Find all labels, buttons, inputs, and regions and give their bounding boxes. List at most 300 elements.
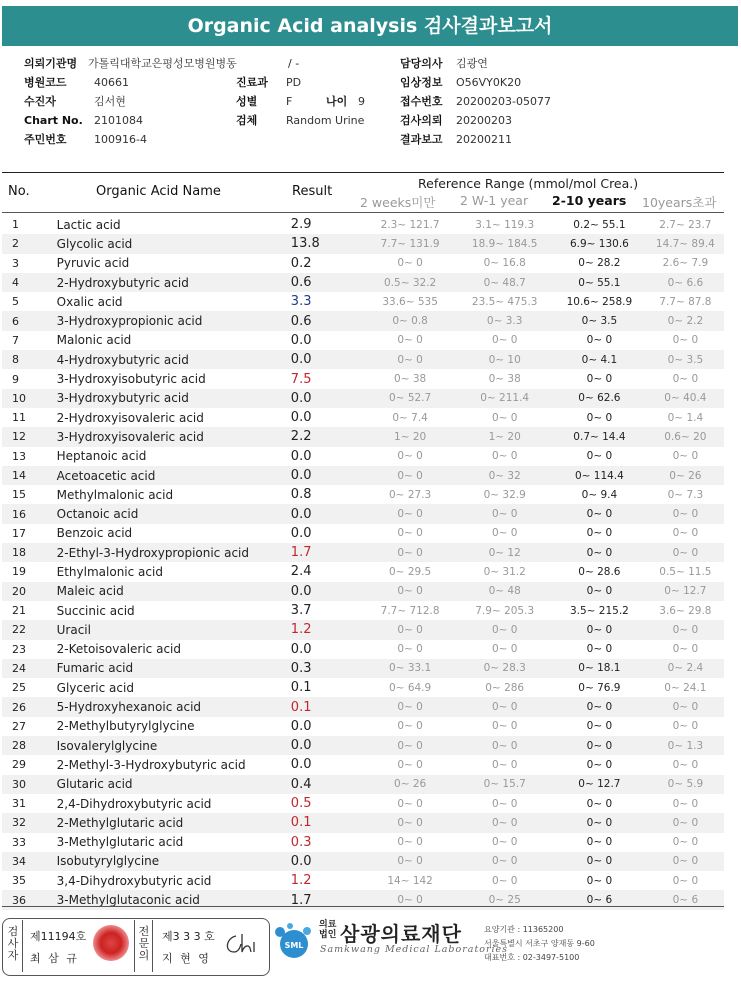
result-value: 0.1 — [290, 680, 312, 696]
ref-range-over-10y: 0~ 40.4 — [647, 389, 724, 408]
ref-range-2-10y: 0~ 0 — [552, 620, 647, 639]
ref-range-2w-1y: 0~ 0 — [457, 620, 552, 639]
ref-header-age2: 2 W-1 year — [460, 193, 529, 208]
row-number: 35 — [12, 874, 26, 888]
ref-range-under-2-weeks: 0~ 0 — [397, 836, 423, 849]
organic-acid-name: Ethylmalonic acid — [56, 564, 163, 579]
info-label: 접수번호 — [400, 95, 443, 108]
table-row — [2, 852, 724, 871]
info-specimen — [236, 111, 364, 130]
address: 서울특별시 서초구 양재동 9-60 — [484, 939, 595, 948]
info-label: 검사의뢰 — [400, 114, 443, 127]
sml-logo-icon — [272, 920, 316, 966]
ref-range-2-10y: 0.2~ 55.1 — [573, 218, 626, 231]
sml-logo-text: SML — [284, 941, 304, 950]
result-value: 0.3 — [290, 834, 312, 850]
ref-range-2w-1y: 0~ 0 — [457, 697, 552, 716]
organic-acid-name: 2-Ketoisovaleric acid — [56, 642, 181, 657]
row-number: 25 — [12, 681, 26, 695]
row-number: 24 — [2, 659, 57, 678]
ref-range-2-10y: 0~ 0 — [586, 527, 613, 540]
ref-range-2w-1y: 0~ 0 — [457, 736, 552, 755]
ref-range-2w-1y: 0~ 48 — [457, 582, 552, 601]
ref-range-under-2-weeks: 0~ 52.7 — [363, 389, 457, 408]
ref-range-2w-1y: 0~ 38 — [488, 373, 521, 386]
table-row — [2, 369, 724, 388]
ref-range-under-2-weeks: 2.3~ 121.7 — [380, 218, 440, 231]
ref-range-2w-1y: 0~ 0 — [491, 450, 518, 463]
ref-range-over-10y: 0~ 0 — [647, 852, 724, 871]
organic-acid-name: Acetoacetic acid — [57, 466, 291, 485]
ref-range-2w-1y: 0~ 15.7 — [457, 775, 552, 794]
age-value: 9 — [358, 95, 365, 108]
table-row — [2, 659, 724, 678]
phone: 대표번호 : 02-3497-5100 — [484, 953, 580, 962]
row-number: 8 — [2, 350, 57, 369]
ref-range-2-10y: 0~ 0 — [586, 797, 613, 810]
row-number: 14 — [2, 466, 57, 485]
info-value: 20200211 — [456, 133, 512, 146]
ref-range-under-2-weeks: 0~ 0 — [363, 813, 457, 832]
row-number: 27 — [12, 719, 26, 733]
dept-value: PD — [286, 76, 302, 89]
dept-label: 진료과 — [236, 76, 268, 89]
ref-range-2w-1y: 0~ 10 — [457, 350, 552, 369]
brand-english: Samkwang Medical Laboratories — [320, 944, 509, 955]
ref-range-2-10y: 0~ 0 — [586, 373, 613, 386]
ref-header-age1: 2 weeks미만 — [360, 195, 436, 210]
result-value: 0.8 — [290, 487, 312, 503]
ref-range-2w-1y: 18.9~ 184.5 — [457, 234, 552, 253]
ref-range-2-10y: 0~ 28.2 — [578, 257, 621, 270]
ref-range-over-10y: 2.7~ 23.7 — [659, 218, 712, 231]
result-value: 0.0 — [290, 525, 312, 541]
table-row — [2, 755, 724, 774]
header-bottom-rule — [2, 212, 724, 213]
organic-acid-name: 3-Methylglutaconic acid — [57, 890, 291, 909]
ref-range-2w-1y: 0~ 25 — [457, 890, 552, 909]
info-right — [400, 54, 551, 149]
row-number: 19 — [12, 565, 26, 579]
table-row — [2, 331, 724, 350]
ref-range-2w-1y: 0~ 0 — [457, 504, 552, 523]
ref-range-over-10y: 0.5~ 11.5 — [659, 565, 712, 578]
ref-range-2-10y: 0~ 0 — [586, 334, 613, 347]
specialist-label: 전문의 — [138, 925, 150, 962]
organic-acid-name: Oxalic acid — [56, 294, 123, 309]
table-row — [2, 833, 724, 852]
organic-acid-name: Fumaric acid — [57, 659, 291, 678]
result-value: 2.4 — [290, 564, 312, 580]
ref-range-over-10y: 0~ 0 — [672, 720, 699, 733]
ref-range-2w-1y: 0~ 0 — [491, 797, 518, 810]
table-row — [2, 582, 724, 601]
row-number: 33 — [12, 835, 26, 849]
sex-value: F — [286, 95, 293, 108]
ref-range-under-2-weeks: 0~ 0 — [363, 890, 457, 909]
row-number: 22 — [2, 620, 57, 639]
info-row — [24, 111, 237, 130]
ref-range-2w-1y: 0~ 0 — [457, 852, 552, 871]
info-row — [400, 130, 551, 149]
ref-range-under-2-weeks: 0~ 0.8 — [363, 311, 457, 330]
specialist-license: 제3 3 3 호 — [162, 930, 215, 943]
info-label: 주민번호 — [24, 133, 67, 146]
result-value: 0.1 — [291, 697, 363, 716]
organic-acid-name: 4-Hydroxybutyric acid — [57, 350, 291, 369]
report-title: Organic Acid analysis 검사결과보고서 — [2, 6, 738, 46]
result-value: 0.4 — [291, 775, 363, 794]
ref-range-under-2-weeks: 0~ 0 — [363, 582, 457, 601]
row-number: 10 — [2, 389, 57, 408]
ref-range-under-2-weeks: 0~ 0 — [397, 758, 423, 771]
organic-acid-name: 5-Hydroxyhexanoic acid — [57, 697, 291, 716]
ref-range-2-10y: 0~ 6 — [552, 890, 647, 909]
brand-prefix: 의료법인 — [319, 920, 337, 940]
ref-range-over-10y: 0~ 0 — [672, 373, 699, 386]
ref-range-over-10y: 0~ 0 — [647, 697, 724, 716]
col-header-reference: Reference Range (mmol/mol Crea.) — [418, 176, 639, 191]
organic-acid-name: 3-Hydroxyisovaleric acid — [57, 427, 291, 446]
row-number: 13 — [12, 449, 26, 463]
result-value: 0.2 — [290, 255, 312, 271]
ref-range-2-10y: 0~ 3.5 — [552, 311, 647, 330]
ref-range-over-10y: 0~ 5.9 — [647, 775, 724, 794]
row-number: 4 — [2, 273, 57, 292]
ref-header-age3: 2-10 years — [552, 193, 627, 208]
row-number: 26 — [2, 697, 57, 716]
organic-acid-name: Lactic acid — [56, 217, 121, 232]
result-value: 0.5 — [290, 796, 312, 812]
table-row — [2, 601, 724, 620]
info-label: 의뢰기관명 — [24, 57, 78, 70]
organic-acid-name: Benzoic acid — [56, 526, 133, 541]
info-row — [24, 73, 237, 92]
ref-range-2w-1y: 0~ 0 — [491, 874, 518, 887]
seal-stamp-icon — [93, 925, 129, 961]
ref-header-age4: 10years초과 — [642, 195, 717, 210]
col-header-result: Result — [292, 184, 333, 199]
ref-range-2-10y: 0~ 0 — [552, 813, 647, 832]
ref-range-under-2-weeks: 0~ 0 — [397, 643, 423, 656]
specimen-label: 검체 — [236, 114, 258, 127]
ref-range-over-10y: 2.6~ 7.9 — [662, 257, 709, 270]
row-number: 3 — [12, 256, 19, 270]
ref-range-under-2-weeks: 0~ 7.4 — [392, 411, 428, 424]
row-number: 11 — [12, 411, 26, 425]
ref-range-2w-1y: 0~ 32 — [457, 466, 552, 485]
info-value: 20200203 — [456, 114, 512, 127]
row-number: 1 — [12, 218, 19, 232]
ref-range-under-2-weeks: 0~ 33.1 — [363, 659, 457, 678]
ref-range-2-10y: 0~ 0 — [586, 643, 613, 656]
organic-acid-name: Malonic acid — [56, 333, 132, 348]
ref-range-2-10y: 0~ 0 — [586, 758, 613, 771]
ref-range-2w-1y: 0~ 211.4 — [457, 389, 552, 408]
table-row — [2, 466, 724, 485]
ref-range-under-2-weeks: 0~ 0 — [397, 257, 423, 270]
ref-range-2-10y: 6.9~ 130.6 — [552, 234, 647, 253]
ref-range-2w-1y: 7.9~ 205.3 — [475, 604, 535, 617]
ref-range-2w-1y: 1~ 20 — [457, 427, 552, 446]
organic-acid-name: Pyruvic acid — [56, 256, 130, 271]
divider — [134, 920, 135, 972]
ref-range-2-10y: 0~ 55.1 — [552, 273, 647, 292]
table-bottom-rule — [2, 906, 724, 907]
ref-range-over-10y: 0~ 0 — [647, 620, 724, 639]
row-number: 21 — [12, 604, 26, 618]
row-number: 12 — [2, 427, 57, 446]
result-value: 0.0 — [291, 350, 363, 369]
result-value: 0.6 — [291, 273, 363, 292]
col-header-name: Organic Acid Name — [96, 184, 221, 199]
ref-range-under-2-weeks: 0~ 0 — [397, 797, 423, 810]
ref-range-under-2-weeks: 0~ 0 — [397, 720, 423, 733]
ref-range-over-10y: 0~ 1.4 — [667, 411, 704, 424]
info-label: Chart No. — [24, 114, 83, 127]
ref-range-2w-1y: 0~ 286 — [485, 681, 525, 694]
table-row — [2, 620, 724, 639]
tester-license: 제11194호 — [30, 930, 87, 943]
sex-label: 성별 — [236, 95, 258, 108]
ref-range-over-10y: 0~ 0 — [672, 527, 699, 540]
ref-range-2w-1y: 0~ 0 — [491, 720, 518, 733]
table-row — [2, 717, 724, 736]
ref-range-2w-1y: 0~ 32.9 — [483, 488, 526, 501]
ref-range-over-10y: 0~ 3.5 — [647, 350, 724, 369]
organic-acid-name: 2-Methyl-3-Hydroxybutyric acid — [56, 757, 246, 772]
ref-range-over-10y: 0~ 2.2 — [647, 311, 724, 330]
result-value: 0.0 — [291, 582, 363, 601]
organic-acid-name: Maleic acid — [57, 582, 291, 601]
result-value: 1.2 — [290, 873, 312, 889]
ref-range-under-2-weeks: 0~ 64.9 — [389, 681, 432, 694]
row-number: 9 — [12, 372, 19, 386]
ref-range-over-10y: 0~ 2.4 — [647, 659, 724, 678]
info-row — [400, 92, 551, 111]
row-number: 15 — [12, 488, 26, 502]
result-value: 0.0 — [290, 332, 312, 348]
ref-range-2w-1y: 0~ 31.2 — [483, 565, 526, 578]
ref-range-2w-1y: 0~ 0 — [491, 527, 518, 540]
ref-range-2-10y: 0~ 114.4 — [552, 466, 647, 485]
result-value: 1.7 — [291, 890, 363, 909]
ref-range-2w-1y: 0~ 3.3 — [457, 311, 552, 330]
result-value: 0.6 — [291, 311, 363, 330]
ref-range-over-10y: 0~ 7.3 — [667, 488, 704, 501]
tester-label: 검사자 — [7, 925, 19, 962]
ref-range-under-2-weeks: 33.6~ 535 — [382, 295, 438, 308]
ref-range-over-10y: 0~ 0 — [672, 758, 699, 771]
brand-name: 삼광의료재단 — [340, 922, 462, 946]
ref-range-2-10y: 0~ 0 — [552, 582, 647, 601]
result-value: 0.0 — [291, 736, 363, 755]
organic-acid-name: 2-Ethyl-3-Hydroxypropionic acid — [57, 543, 291, 562]
organic-acid-name: Glyceric acid — [56, 680, 134, 695]
organic-acid-name: 3-Hydroxypropionic acid — [57, 311, 291, 330]
info-value: 김서현 — [94, 95, 126, 108]
ref-range-under-2-weeks: 0~ 0 — [397, 527, 423, 540]
table-row — [2, 408, 724, 427]
ref-range-under-2-weeks: 0~ 0 — [363, 736, 457, 755]
ref-range-under-2-weeks: 0~ 0 — [363, 350, 457, 369]
ref-range-under-2-weeks: 0~ 0 — [363, 852, 457, 871]
ref-range-2w-1y: 0~ 0 — [491, 758, 518, 771]
info-label: 수진자 — [24, 95, 56, 108]
organic-acid-name: Methylmalonic acid — [56, 487, 174, 502]
row-number: 32 — [2, 813, 57, 832]
ref-range-2w-1y: 0~ 0 — [457, 813, 552, 832]
ref-range-under-2-weeks: 7.7~ 712.8 — [380, 604, 440, 617]
organic-acid-name: 2-Hydroxybutyric acid — [57, 273, 291, 292]
table-row — [2, 543, 724, 562]
info-value: 가톨릭대학교은평성모병원병동 — [88, 57, 237, 70]
ref-range-under-2-weeks: 1~ 20 — [363, 427, 457, 446]
organic-acid-name: Isovalerylglycine — [57, 736, 291, 755]
ref-range-2-10y: 0~ 28.6 — [578, 565, 621, 578]
table-row — [2, 504, 724, 523]
organic-acid-name: 2-Hydroxyisovaleric acid — [56, 410, 204, 425]
result-value: 2.2 — [291, 427, 363, 446]
ref-range-2-10y: 0~ 4.1 — [552, 350, 647, 369]
info-label: 임상정보 — [400, 76, 443, 89]
result-value: 0.0 — [291, 852, 363, 871]
ref-range-under-2-weeks: 0~ 0 — [397, 334, 423, 347]
organic-acid-name: 2-Methylglutaric acid — [57, 813, 291, 832]
organic-acid-name: 3-Hydroxyisobutyric acid — [56, 372, 206, 387]
ref-range-2w-1y: 0~ 0 — [491, 334, 518, 347]
info-row — [24, 54, 237, 73]
info-label: 결과보고 — [400, 133, 443, 146]
table-row — [2, 273, 724, 292]
row-number: 17 — [12, 526, 26, 540]
info-value: 100916-4 — [94, 133, 147, 146]
table-row — [2, 697, 724, 716]
tester-name: 최 삼 규 — [30, 952, 79, 965]
ref-range-2-10y: 0~ 12.7 — [552, 775, 647, 794]
ref-range-2w-1y: 3.1~ 119.3 — [475, 218, 535, 231]
info-left — [24, 54, 237, 149]
result-value: 0.3 — [291, 659, 363, 678]
row-number: 16 — [2, 504, 57, 523]
table-row — [2, 678, 724, 697]
table-row — [2, 292, 724, 311]
ref-range-over-10y: 0~ 0 — [647, 543, 724, 562]
info-label: 병원코드 — [24, 76, 67, 89]
info-row — [400, 111, 551, 130]
result-value: 2.9 — [290, 217, 312, 233]
result-value: 0.0 — [290, 641, 312, 657]
ref-range-over-10y: 0~ 0 — [672, 643, 699, 656]
divider — [152, 920, 153, 972]
ref-range-over-10y: 0~ 6 — [647, 890, 724, 909]
result-value: 0.0 — [290, 448, 312, 464]
ward-value: / - — [288, 57, 300, 70]
ref-range-2-10y: 0~ 9.4 — [581, 488, 618, 501]
age-label: 나이 — [326, 95, 348, 108]
ref-range-2w-1y: 0~ 12 — [457, 543, 552, 562]
ref-range-2-10y: 3.5~ 215.2 — [569, 604, 629, 617]
table-row — [2, 813, 724, 832]
ref-range-2-10y: 0~ 18.1 — [552, 659, 647, 678]
ref-range-over-10y: 0.6~ 20 — [647, 427, 724, 446]
table-row — [2, 485, 724, 504]
result-value: 3.7 — [290, 603, 312, 619]
row-number: 23 — [12, 642, 26, 656]
row-number: 36 — [2, 890, 57, 909]
result-value: 1.2 — [291, 620, 363, 639]
table-row — [2, 794, 724, 813]
row-number: 6 — [2, 311, 57, 330]
ref-range-under-2-weeks: 0~ 38 — [394, 373, 427, 386]
ref-range-2w-1y: 0~ 0 — [491, 643, 518, 656]
row-number: 28 — [2, 736, 57, 755]
table-row — [2, 736, 724, 755]
facility-code: 요양기관 : 11365200 — [484, 925, 564, 934]
ref-range-2-10y: 0~ 0 — [552, 697, 647, 716]
result-value: 0.0 — [291, 389, 363, 408]
ref-range-over-10y: 0~ 0 — [672, 874, 699, 887]
ref-range-2-10y: 0~ 0 — [552, 852, 647, 871]
ref-range-over-10y: 0~ 12.7 — [647, 582, 724, 601]
col-header-no: No. — [8, 184, 30, 199]
row-number: 18 — [2, 543, 57, 562]
ref-range-2-10y: 0~ 62.6 — [552, 389, 647, 408]
ref-range-over-10y: 14.7~ 89.4 — [647, 234, 724, 253]
ref-range-2w-1y: 0~ 48.7 — [457, 273, 552, 292]
ref-range-2w-1y: 0~ 0 — [491, 836, 518, 849]
info-value: 2101084 — [94, 114, 143, 127]
organic-acid-name: Uracil — [57, 620, 291, 639]
info-row — [400, 54, 551, 73]
result-value: 1.7 — [291, 543, 363, 562]
ref-range-2-10y: 10.6~ 258.9 — [566, 295, 633, 308]
organic-acid-name: 2,4-Dihydroxybutyric acid — [56, 796, 212, 811]
result-value: 7.5 — [290, 371, 312, 387]
ref-range-under-2-weeks: 0~ 29.5 — [389, 565, 432, 578]
organic-acid-name: 2-Methylbutyrylglycine — [56, 719, 195, 734]
row-number: 30 — [2, 775, 57, 794]
result-value: 13.8 — [291, 234, 363, 253]
organic-acid-name: Glutaric acid — [57, 775, 291, 794]
ref-range-over-10y: 7.7~ 87.8 — [659, 295, 712, 308]
ref-range-over-10y: 3.6~ 29.8 — [659, 604, 712, 617]
ref-range-under-2-weeks: 0~ 0 — [363, 504, 457, 523]
specialist-name: 지 현 영 — [162, 952, 211, 965]
info-row — [400, 73, 551, 92]
organic-acid-name: Succinic acid — [56, 603, 135, 618]
header-top-rule — [2, 172, 724, 173]
ref-range-2-10y: 0~ 0 — [552, 736, 647, 755]
ref-range-2-10y: 0~ 0 — [552, 504, 647, 523]
table-row — [2, 775, 724, 794]
ref-range-2-10y: 0~ 0 — [552, 543, 647, 562]
signature-icon — [222, 930, 258, 958]
ref-range-under-2-weeks: 7.7~ 131.9 — [363, 234, 457, 253]
row-number: 2 — [2, 234, 57, 253]
ref-range-2w-1y: 0~ 16.8 — [483, 257, 526, 270]
organic-acid-name: Glycolic acid — [57, 234, 291, 253]
info-value: O56VY0K20 — [456, 76, 522, 89]
table-row — [2, 871, 724, 890]
result-value: 0.0 — [291, 504, 363, 523]
table-row — [2, 254, 724, 273]
row-number: 29 — [12, 758, 26, 772]
table-row — [2, 389, 724, 408]
ref-range-2-10y: 0~ 0 — [586, 720, 613, 733]
info-dept — [236, 73, 301, 92]
ref-range-2-10y: 0~ 0 — [586, 411, 613, 424]
